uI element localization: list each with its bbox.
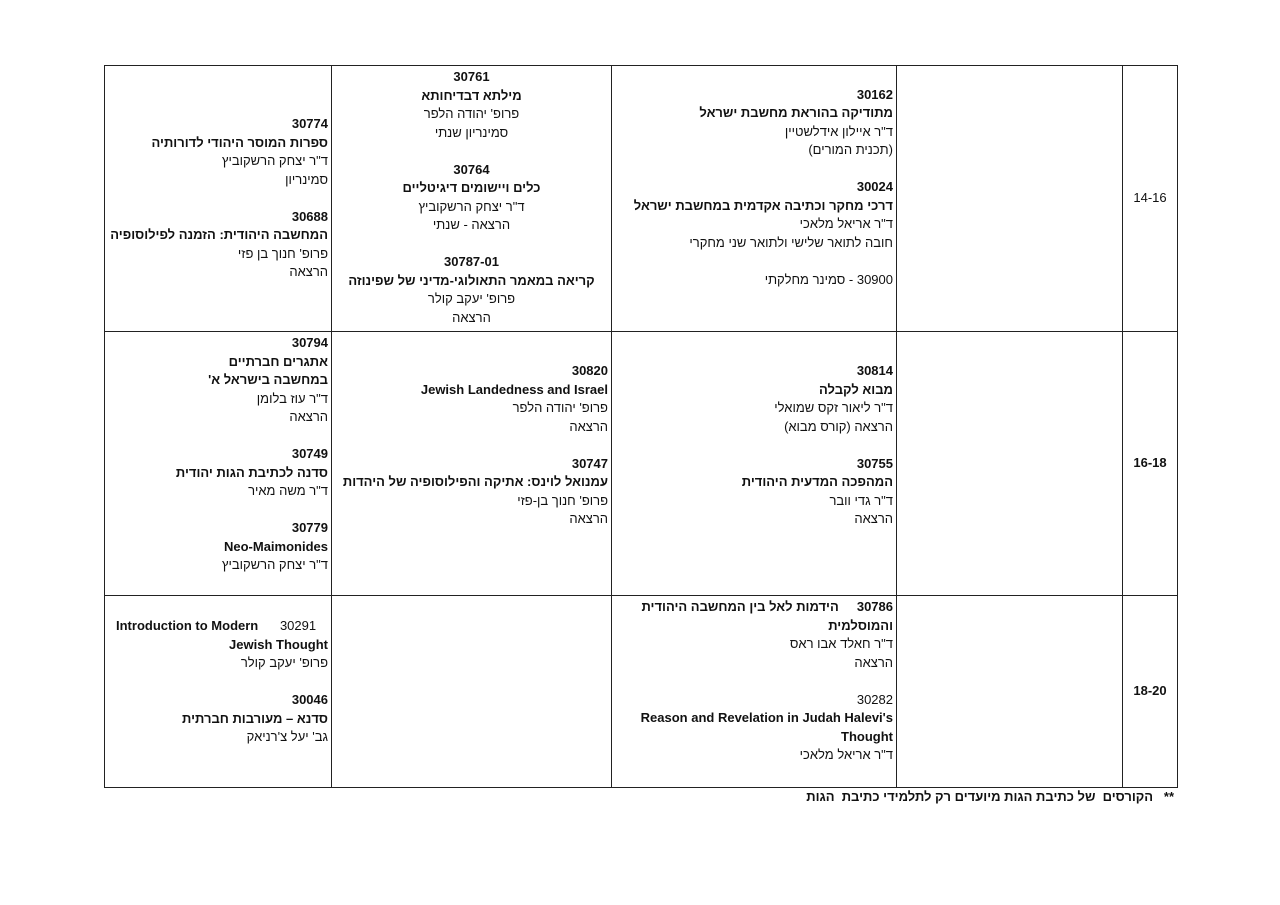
course-lecturer: פרופ' יעקב קולר: [240, 655, 328, 670]
course-code: 30282: [856, 691, 893, 707]
course-title: סדנא – מעורבות חברתית: [182, 710, 328, 726]
course-title: עמנואל לוינס: אתיקה והפילוסופיה של היהדות: [342, 474, 608, 490]
course-lecturer: ד"ר יצחק הרשקוביץ: [221, 153, 328, 169]
cell-col-c: [332, 332, 612, 596]
course-title: המחשבה היהודית: הזמנה לפילוסופיה: [110, 227, 328, 243]
course-title: מבוא לקבלה: [819, 381, 893, 397]
course-title-cont: והמוסלמית: [828, 617, 893, 633]
cell-col-d: [105, 596, 332, 788]
footnote: ** הקורסים של כתיבת הגות מיועדים רק לתלמידי כתיבת הגות: [806, 789, 1174, 804]
course-type: הרצאה: [854, 654, 893, 670]
course-type: הרצאה: [854, 511, 893, 527]
course-code: 30046: [291, 692, 328, 707]
course-type: הרצאה: [289, 264, 328, 280]
cell-col-d: [105, 66, 332, 332]
course-lecturer: ד"ר גדי וובר: [829, 492, 893, 508]
course-lecturer: פרופ' יהודה הלפר: [423, 106, 520, 121]
course-type: הרצאה (קורס מבוא): [784, 418, 893, 434]
course-code: 30774: [291, 116, 328, 132]
course-lecturer: ד"ר משה מאיר: [248, 483, 328, 498]
course-lecturer: פרופ' יהודה הלפר: [512, 400, 608, 416]
course-title: אתגרים חברתיים: [228, 353, 328, 369]
course-title: Reason and Revelation in Judah Halevi's: [640, 710, 893, 725]
course-type: הרצאה: [289, 409, 328, 424]
cell-col-d: [105, 332, 332, 596]
cell-col-a-empty: [897, 66, 1123, 332]
course-title: סדנה לכתיבת הגות יהודית: [175, 464, 328, 480]
course-title: כלים ויישומים דיגיטליים: [402, 180, 541, 195]
course-code: 30755: [856, 455, 893, 471]
course-lecturer: גב' יעל צ'רניאק: [246, 729, 328, 744]
course-title-cont: במחשבה בישראל א': [208, 372, 328, 387]
course-type: סמינריון: [285, 171, 328, 187]
course-note: חובה לתואר שלישי ולתואר שני מחקרי: [689, 234, 893, 250]
course-lecturer: ד"ר איילון אידלשטיין: [784, 123, 893, 139]
course-code: 30764: [453, 161, 490, 177]
course-title: הידמות לאל בין המחשבה היהודית: [641, 599, 839, 614]
course-lecturer: פרופ' יעקב קולר: [427, 291, 516, 306]
course-code: 30779: [291, 520, 328, 535]
course-code: 30749: [291, 446, 328, 461]
course-code: 30786: [856, 599, 893, 614]
course-type: הרצאה: [569, 418, 608, 434]
course-code: 30747: [571, 455, 608, 471]
course-lecturer: ד"ר אריאל מלאכי: [799, 747, 893, 762]
course-title: Neo-Maimonides: [223, 538, 328, 554]
cell-col-b: [612, 332, 897, 596]
course-code: 30162: [856, 86, 893, 102]
course-title: Jewish Landedness and Israel: [420, 381, 608, 397]
course-code: 30761: [453, 69, 490, 84]
course-code: 30787-01: [444, 254, 499, 269]
cell-col-b: [612, 66, 897, 332]
course-type: הרצאה: [452, 309, 491, 325]
course-type: הרצאה: [569, 511, 608, 527]
course-title: דרכי מחקר וכתיבה אקדמית במחשבת ישראל: [633, 197, 893, 213]
course-title-cont: Thought: [841, 728, 893, 744]
cell-col-a-empty: [897, 596, 1123, 788]
schedule-row: [105, 66, 1178, 332]
course-code: 30291: [279, 618, 317, 633]
course-lecturer: פרופ' חנוך בן-פזי: [517, 492, 608, 508]
course-title: מילתא דבדיחותא: [421, 87, 522, 103]
course-title-line: [615, 598, 893, 617]
course-type: סמינריון שנתי: [434, 124, 509, 140]
time-label: 14-16: [1133, 190, 1167, 206]
course-lecturer: ד"ר ליאור זקס שמואלי: [774, 400, 893, 416]
time-label: 18-20: [1133, 683, 1167, 699]
schedule-table: [104, 65, 1178, 788]
course-lecturer: ד"ר חאלד אבו ראס: [789, 636, 893, 651]
schedule-row: [105, 332, 1178, 596]
course-title: מתודיקה בהוראת מחשבת ישראל: [699, 105, 893, 121]
course-title: המהפכה המדעית היהודית: [741, 474, 893, 490]
cell-col-b: [612, 596, 897, 788]
course-type: הרצאה - שנתי: [432, 217, 511, 232]
time-slot: [1123, 66, 1178, 332]
course-code: 30794: [291, 335, 328, 350]
course-title: Introduction to Modern: [116, 618, 259, 633]
department-seminar: 30900 - סמינר מחלקתי: [764, 271, 893, 287]
time-label: 16-18: [1133, 455, 1167, 471]
course-code: 30814: [856, 363, 893, 379]
course-lecturer: ד"ר יצחק הרשקוביץ: [221, 557, 328, 572]
course-title-cont: Jewish Thought: [229, 636, 328, 652]
time-slot: [1123, 332, 1178, 596]
course-title: קריאה במאמר התאולוגי-מדיני של שפינוזה: [348, 272, 595, 288]
course-lecturer: פרופ' חנוך בן פזי: [237, 245, 328, 261]
cell-col-c-empty: [332, 596, 612, 788]
cell-col-c: [332, 66, 612, 332]
course-title: ספרות המוסר היהודי לדורותיה: [151, 134, 328, 150]
course-code: 30820: [571, 363, 608, 379]
course-code: 30688: [291, 208, 328, 224]
time-slot: [1123, 596, 1178, 788]
course-note: (תכנית המורים): [808, 142, 893, 158]
cell-col-a-empty: [897, 332, 1123, 596]
course-code: 30024: [856, 179, 893, 195]
course-lecturer: ד"ר אריאל מלאכי: [799, 216, 893, 232]
schedule-row: [105, 596, 1178, 788]
course-lecturer: ד"ר עוז בלומן: [256, 390, 328, 406]
course-title-line: [108, 617, 328, 636]
course-lecturer: ד"ר יצחק הרשקוביץ: [418, 198, 525, 214]
